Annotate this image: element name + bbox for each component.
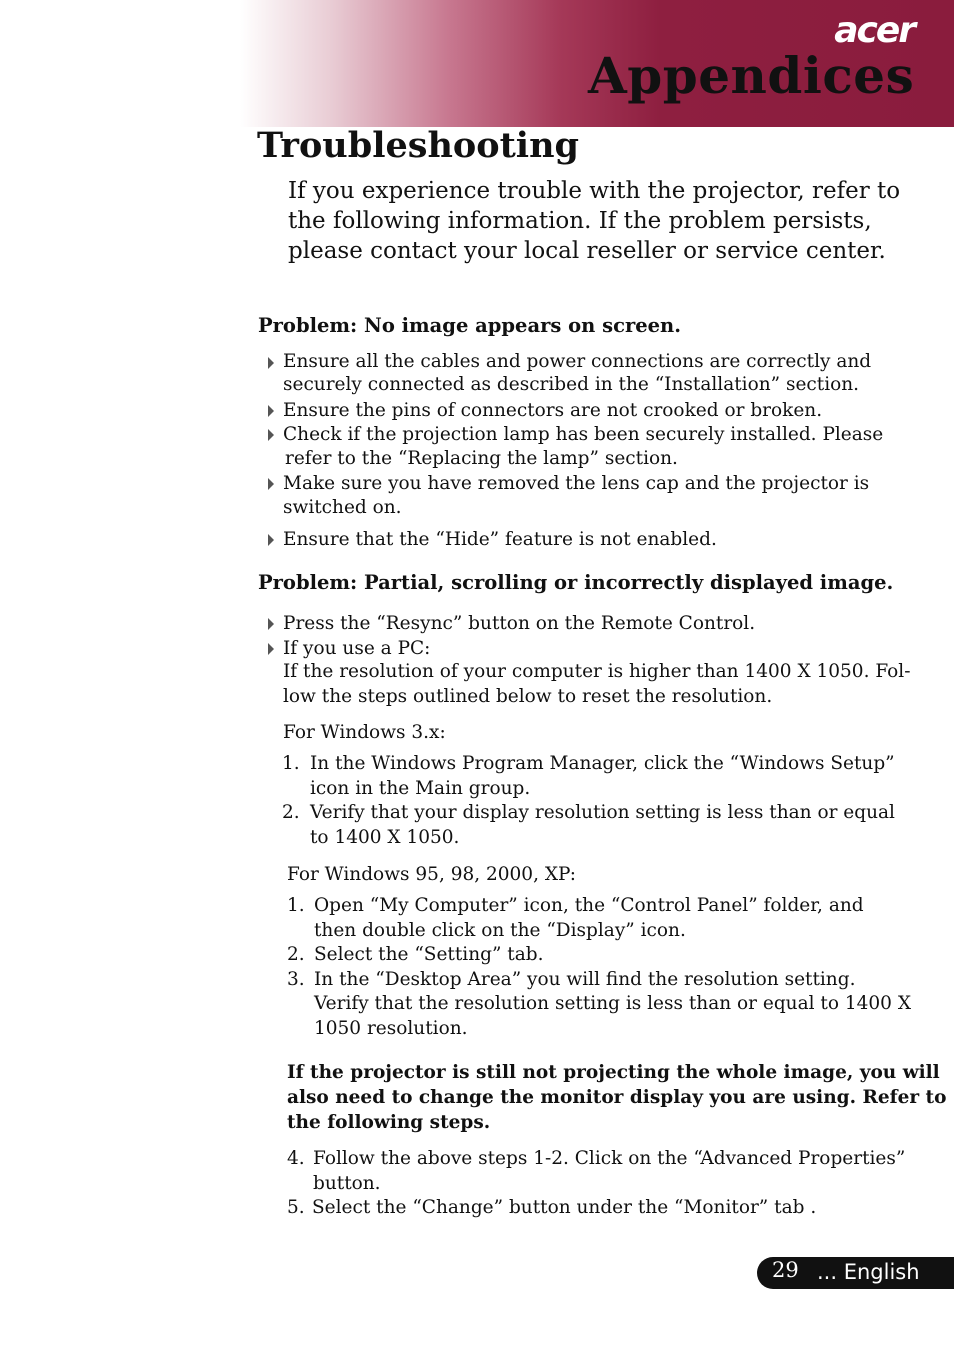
note-text: the following steps. bbox=[287, 1112, 491, 1133]
problem-heading: Problem: No image appears on screen. bbox=[258, 314, 682, 337]
intro-line: If you experience trouble with the projector, refer to bbox=[288, 178, 901, 204]
list-item-cont: If the resolution of your computer is higher than 1400 X 1050. Fol- bbox=[283, 661, 911, 682]
step-text: Follow the above steps 1-2. Click on the “Advanced Properties” bbox=[313, 1148, 906, 1169]
step-text: Verify that your display resolution setting is less than or equal bbox=[310, 802, 895, 823]
list-item-cont: securely connected as described in the “Installation” section. bbox=[283, 374, 860, 395]
acer-logo: acer bbox=[834, 10, 914, 51]
bullet-icon bbox=[268, 478, 274, 490]
step-text: Verify that the resolution setting is less than or equal to 1400 X bbox=[314, 993, 912, 1014]
intro-line: please contact your local reseller or service center. bbox=[288, 238, 886, 264]
step-number: 1. bbox=[287, 895, 305, 916]
step-number: 3. bbox=[287, 969, 305, 990]
list-item: If you use a PC: bbox=[283, 638, 431, 659]
step-text: 1050 resolution. bbox=[314, 1018, 468, 1039]
step-text: Select the “Setting” tab. bbox=[314, 944, 544, 965]
step-text: Open “My Computer” icon, the “Control Panel” folder, and bbox=[314, 895, 864, 916]
step-text: Select the “Change” button under the “Monitor” tab . bbox=[312, 1197, 817, 1218]
problem-heading: Problem: Partial, scrolling or incorrectly displayed image. bbox=[258, 571, 894, 594]
list-item: Check if the projection lamp has been securely installed. Please bbox=[283, 424, 884, 445]
list-item-cont: low the steps outlined below to reset the resolution. bbox=[283, 686, 773, 707]
step-text: icon in the Main group. bbox=[310, 778, 531, 799]
os-label: For Windows 3.x: bbox=[283, 722, 446, 743]
step-text: In the Windows Program Manager, click the “Windows Setup” bbox=[310, 753, 895, 774]
list-item: Press the “Resync” button on the Remote Control. bbox=[283, 613, 756, 634]
bullet-icon bbox=[268, 643, 274, 655]
step-number: 5. bbox=[287, 1197, 305, 1218]
step-number: 2. bbox=[287, 944, 305, 965]
list-item: Ensure that the “Hide” feature is not enabled. bbox=[283, 529, 717, 550]
intro-line: the following information. If the problem persists, bbox=[288, 208, 872, 234]
step-number: 4. bbox=[287, 1148, 305, 1169]
note-text: also need to change the monitor display you are using. Refer to bbox=[287, 1087, 947, 1108]
step-text: button. bbox=[313, 1173, 381, 1194]
note-text: If the projector is still not projecting the whole image, you will bbox=[287, 1062, 940, 1083]
bullet-icon bbox=[268, 405, 274, 417]
bullet-icon bbox=[268, 429, 274, 441]
os-label: For Windows 95, 98, 2000, XP: bbox=[287, 864, 577, 885]
page-title: Troubleshooting bbox=[257, 125, 579, 166]
list-item-cont: switched on. bbox=[283, 497, 402, 518]
list-item: Ensure the pins of connectors are not crooked or broken. bbox=[283, 400, 823, 421]
step-text: then double click on the “Display” icon. bbox=[314, 920, 686, 941]
step-number: 2. bbox=[282, 802, 300, 823]
list-item: Ensure all the cables and power connections are correctly and bbox=[283, 351, 872, 372]
list-item-cont: refer to the “Replacing the lamp” section. bbox=[285, 448, 678, 469]
bullet-icon bbox=[268, 357, 274, 369]
intro-paragraph bbox=[288, 176, 901, 266]
bullet-icon bbox=[268, 618, 274, 630]
list-item: Make sure you have removed the lens cap and the projector is bbox=[283, 473, 870, 494]
footer-language: ... English bbox=[817, 1260, 920, 1284]
section-title: Appendices bbox=[588, 46, 915, 105]
step-text: In the “Desktop Area” you will find the resolution setting. bbox=[314, 969, 856, 990]
step-text: to 1400 X 1050. bbox=[310, 827, 460, 848]
page-number: 29 bbox=[772, 1258, 799, 1282]
bullet-icon bbox=[268, 534, 274, 546]
step-number: 1. bbox=[282, 753, 300, 774]
